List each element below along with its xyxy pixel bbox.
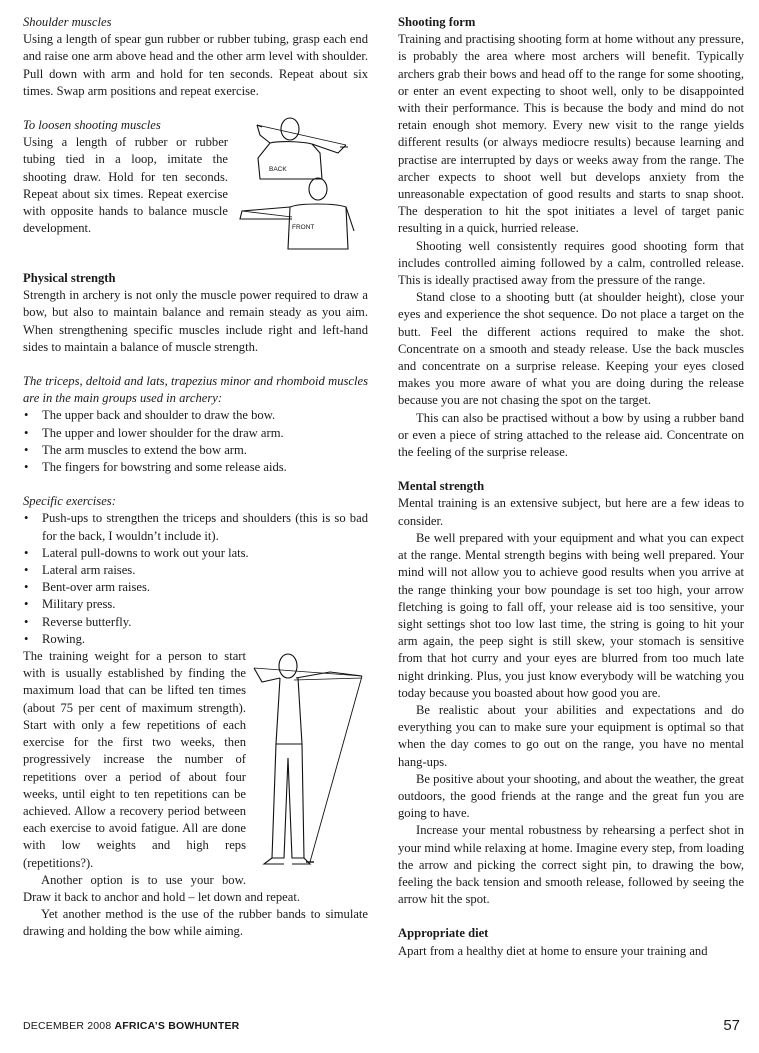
paragraph-loosen-muscles: Using a length of rubber or rubber tubing tied in a loop, imitate the shooting draw. Hold for ten seconds. Repeat about six times. Repeat exercise with opposite hands to balance muscle development. xyxy=(23,135,228,236)
heading-appropriate-diet: Appropriate diet xyxy=(398,926,489,941)
page-footer xyxy=(23,1017,740,1037)
archer-exercise-illustration xyxy=(230,113,368,253)
left-column xyxy=(23,14,368,941)
list-item: • Lateral arm raises. xyxy=(23,562,368,579)
paragraph-mental-1: Mental training is an extensive subject, but here are a few ideas to consider. xyxy=(398,496,744,528)
paragraph-shooting-form-2: Shooting well consistently requires good shooting form that includes controlled aiming followed by a calm, controlled release. This is ideally practised away from the pressure of the range. xyxy=(398,238,744,288)
paragraph-shooting-form-1: Training and practising shooting form at home without any pressure, is probably the area where most archers will benefit. Typically archers grab their bows and head off to the range for some shooting, or enter an event expecting to shoot well, only to be disappointed with their performance. This is because the body and mind do not retain enough shot memory. Every new visit to the range yields different results (or always mediocre results) because learning and practise are interrupted by days or weeks away from the range. The archer expects to shoot well but develops anxiety from the unreasonable expectation of good results and starts to snap shoot. The desperation to hit the spot initiates a level of target panic resulting in a quick, hurried release. xyxy=(398,32,744,236)
list-item: • The arm muscles to extend the bow arm. xyxy=(23,442,368,459)
paragraph-shooting-form-3: Stand close to a shooting butt (at shoulder height), close your eyes and experience the shot sequence. Do not place a target on the butt. Feel the different actions required to make the shot. Concentrate on a smooth and steady release. Use the back muscles and concentrate on a surprise release. Keeping your eyes closed makes you more aware of what you are doing during the release because you are not chasing the spot on the target. xyxy=(398,290,744,408)
exercises-list xyxy=(23,510,368,648)
standing-archer-illustration xyxy=(250,648,368,878)
paragraph-mental-5: Increase your mental robustness by rehearsing a perfect shot in your mind while relaxing at home. Imagine every step, from loading the arrow and picking the correct sight pin, to drawing the bow, feeling the back tension and smooth release, followed by seeing the arrow hit the spot. xyxy=(398,823,744,907)
page-number: 57 xyxy=(723,1017,740,1034)
subheading-loosen-muscles: To loosen shooting muscles xyxy=(23,118,161,133)
muscle-groups-list xyxy=(23,407,368,476)
paragraph-mental-4: Be positive about your shooting, and about the weather, the great outdoors, the good friends at the range and the great fun you are going to have. xyxy=(398,771,744,821)
list-item: • Lateral pull-downs to work out your lats. xyxy=(23,545,368,562)
paragraph-shoulder-muscles: Using a length of spear gun rubber or rubber tubing, grasp each end and raise one arm above head and the other arm level with shoulder. Pull down with arm and hold for ten seconds. Repeat about six times. Swap arm positions and repeat exercise. xyxy=(23,32,368,98)
paragraph-mental-3: Be realistic about your abilities and expectations and do everything you can to make sure your equipment is optimal so that when the day comes to go out on the range, you have no mental hang-ups. xyxy=(398,702,744,769)
paragraph-mental-2: Be well prepared with your equipment and what you can expect at the range. Mental strength begins with being well prepared. Your mind will not allow you to achieve good results when you arrive at the range thinking your bow poundage is set too high, your arrow fletching is going to fall off, your release aid is too sensitive, your sight settings shot too low last time, the string is going to hit your arm again, the peep sight is still skew, your stomach is sensitive from that hot curry and your eyes are blurred from too much late night drinking. Plus, you just know everybody will be watching you today because you boasted about how good you are. xyxy=(398,530,744,700)
right-column xyxy=(398,14,744,960)
footer-magazine: AFRICA’S BOWHUNTER xyxy=(114,1020,240,1032)
list-item: • The fingers for bowstring and some release aids. xyxy=(23,459,368,476)
list-item: • Bent-over arm raises. xyxy=(23,579,368,596)
footer-date: DECEMBER 2008 xyxy=(23,1020,112,1032)
paragraph-rubber-bands: Yet another method is the use of the rubber bands to simulate drawing and holding the bow while aiming. xyxy=(23,907,368,939)
paragraph-physical-strength: Strength in archery is not only the muscle power required to draw a bow, but also to maintain balance and remain steady as you aim. When strengthening specific muscles include right and left-hand sides to maintain a balance of muscle strength. xyxy=(23,288,368,354)
subheading-shoulder-muscles: Shoulder muscles xyxy=(23,15,112,29)
list-item: • The upper and lower shoulder for the draw arm. xyxy=(23,425,368,442)
figure-label-back: BACK xyxy=(269,166,287,174)
list-item: • The upper back and shoulder to draw the bow. xyxy=(23,407,368,424)
heading-mental-strength: Mental strength xyxy=(398,479,485,494)
heading-physical-strength: Physical strength xyxy=(23,271,116,286)
figure-back-front xyxy=(230,113,368,253)
paragraph-muscle-groups: The triceps, deltoid and lats, trapezius minor and rhomboid muscles are in the main groups used in archery: xyxy=(23,374,368,406)
list-item: • Military press. xyxy=(23,596,368,613)
list-item: • Rowing. xyxy=(23,631,368,648)
list-item: • Reverse butterfly. xyxy=(23,614,368,631)
list-item: • Push-ups to strengthen the triceps and shoulders (this is so bad for the back, I wouldn’t include it). xyxy=(23,510,368,544)
paragraph-use-bow: Another option is to use your bow. Draw it back to anchor and hold – let down and repeat. xyxy=(23,872,300,904)
paragraph-training-weight: The training weight for a person to start with is usually established by finding the maximum load that can be lifted ten times (about 75 per cent of maximum strength). Start with only a few repetitions of each exercise for the first two weeks, then progressively increase the number of repetitions over a period of about four weeks, until eight to ten repetitions can be achieved. Allow a recovery period between each exercise to avoid fatigue. All are done with low weights and high reps (repetitions?). xyxy=(23,649,246,870)
figure-standing-archer xyxy=(250,648,368,878)
footer-publication xyxy=(23,1020,239,1032)
paragraph-diet: Apart from a healthy diet at home to ensure your training and xyxy=(398,943,708,958)
subheading-specific-exercises: Specific exercises: xyxy=(23,494,116,509)
heading-shooting-form: Shooting form xyxy=(398,15,476,29)
figure-label-front: FRONT xyxy=(292,224,315,232)
paragraph-shooting-form-4: This can also be practised without a bow by using a rubber band or even a piece of string attached to the release aid. Concentrate on the feeling of the surprise release. xyxy=(398,410,744,460)
